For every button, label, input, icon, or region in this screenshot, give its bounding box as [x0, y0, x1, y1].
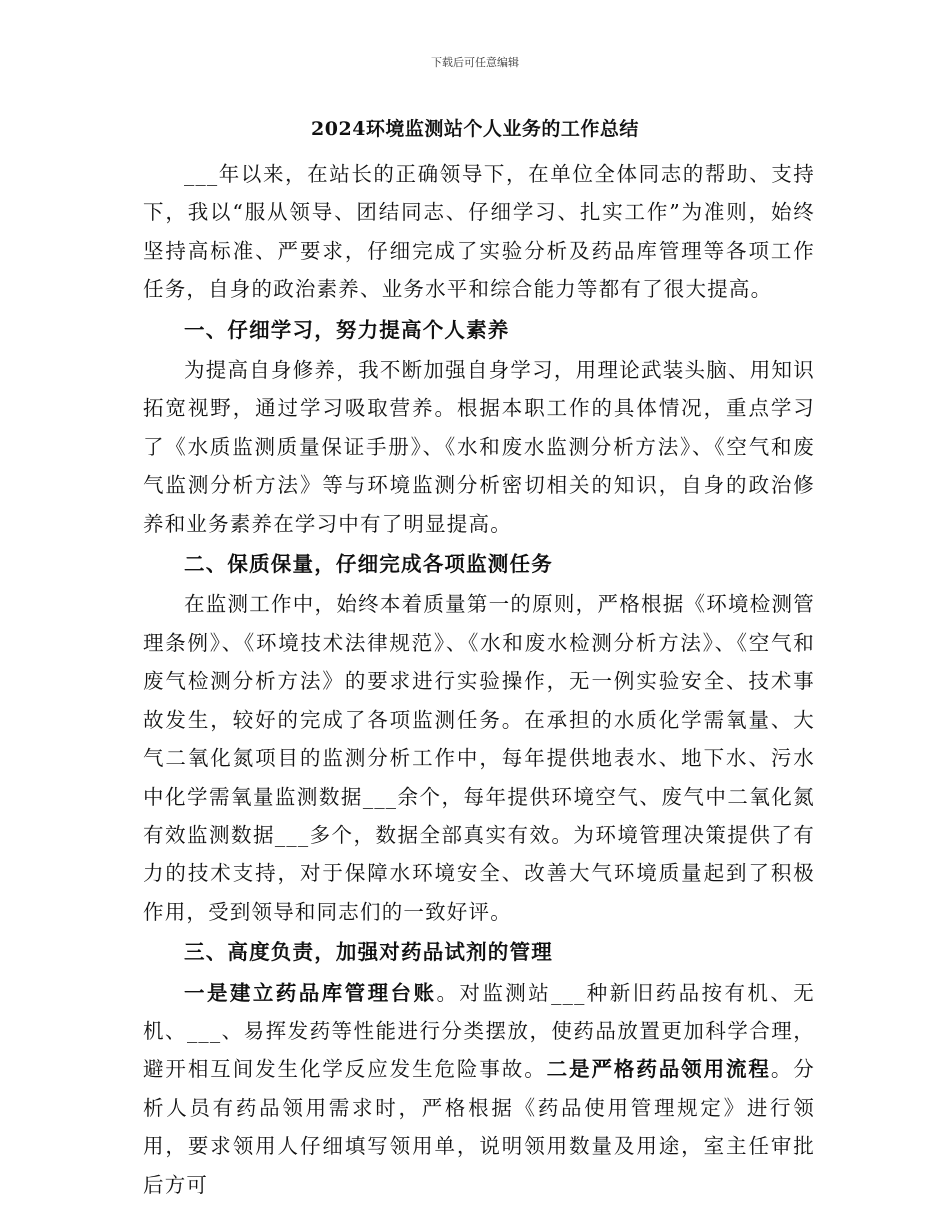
bold-lead-1: 一是建立药品库管理台账 [184, 980, 437, 1005]
paragraph-text-2: 。分析人员有药品领用需求时，严格根据《药品使用管理规定》进行领用，要求领用人仔细填写领用单，说明领用数量及用途，室主任审批后方可 [143, 1057, 815, 1197]
paragraph-drug-management [143, 974, 815, 1204]
paragraph-text-1: 。对监测站___种新旧药品按有机、无机、___、易挥发药等性能进行分类摆放，使药品放置更加科学合理，避开相互间发生化学反应发生危险事故。 [143, 980, 816, 1082]
paragraph-intro: ___年以来，在站长的正确领导下，在单位全体同志的帮助、支持下，我以“服从领导、团结同志、仔细学习、扎实工作”为准则，始终坚持高标准、严要求，仔细完成了实验分析及药品库管理等各项工作任务，自身的政治素养、业务水平和综合能力等都有了很大提高。 [143, 162, 815, 302]
paragraph-monitoring: 在监测工作中，始终本着质量第一的原则，严格根据《环境检测管理条例》、《环境技术法律规范》、《水和废水检测分析方法》、《空气和废气检测分析方法》的要求进行实验操作，无一例实验安全、技术事故发生，较好的完成了各项监测任务。在承担的水质化学需氧量、大气二氧化氮项目的监测分析工作中，每年提供地表水、地下水、污水中化学需氧量监测数据___余个，每年提供环境空气、废气中二氧化氮有效监测数据___多个，数据全部真实有效。为环境管理决策提供了有力的技术支持，对于保障水环境安全、改善大气环境质量起到了积极作用，受到领导和同志们的一致好评。 [143, 592, 815, 924]
document-body [143, 155, 815, 1204]
section-heading-2: 二、保质保量，仔细完成各项监测任务 [184, 552, 553, 577]
section-heading-1: 一、仔细学习，努力提高个人素养 [184, 317, 510, 342]
section-heading-3: 三、高度负责，加强对药品试剂的管理 [184, 940, 553, 965]
paragraph-study: 为提高自身修养，我不断加强自身学习，用理论武装头脑、用知识拓宽视野，通过学习吸取营养。根据本职工作的具体情况，重点学习了《水质监测质量保证手册》、《水和废水监测分析方法》、《空气和废气监测分析方法》等与环境监测分析密切相关的知识，自身的政治修养和业务素养在学习中有了明显提高。 [143, 358, 815, 536]
document-title: 2024环境监测站个人业务的工作总结 [311, 118, 639, 140]
bold-lead-2: 二是严格药品领用流程 [546, 1057, 771, 1082]
header-note: 下载后可任意编辑 [431, 56, 519, 69]
